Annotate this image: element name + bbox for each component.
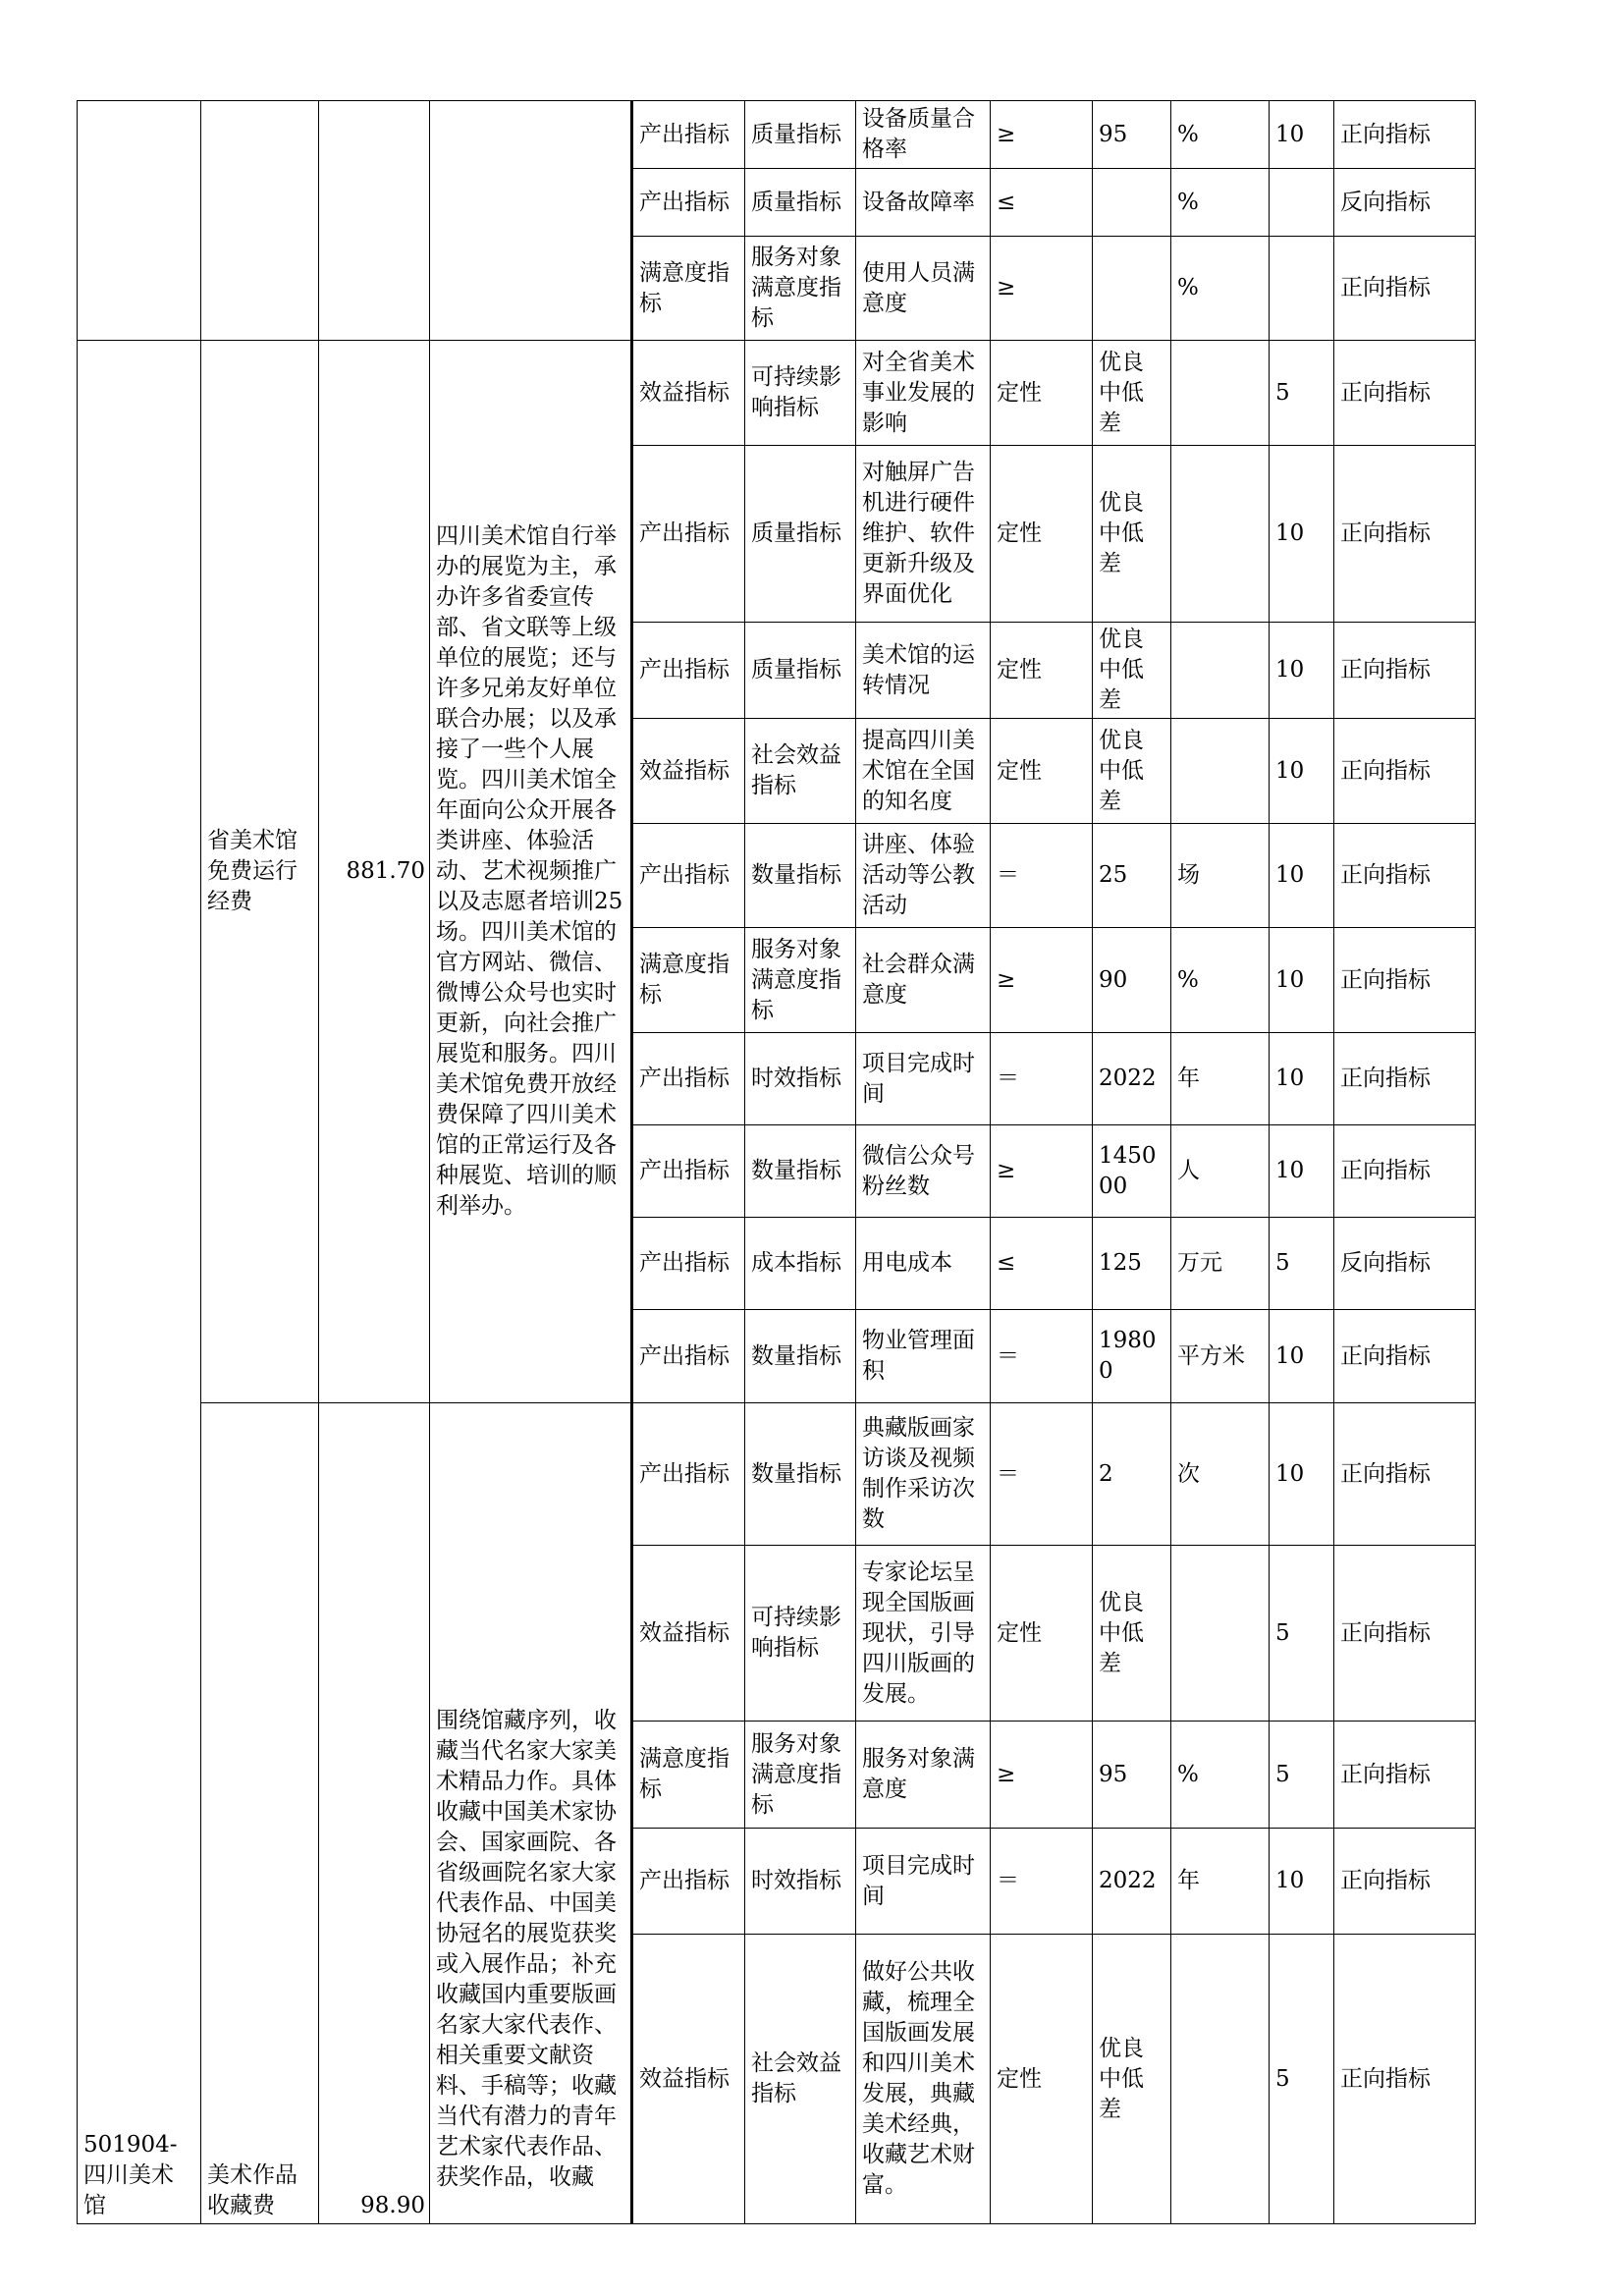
indicator-level2-cell: 数量指标: [745, 824, 856, 928]
project-description-cell: 四川美术馆自行举办的展览为主，承办许多省委宣传部、省文联等上级单位的展览；还与许多兄弟友好单位联合办展；以及承接了一些个人展览。四川美术馆全年面向公众开展各类讲座、体验活动、艺术视频推广以及志愿者培训25场。四川美术馆的官方网站、微信、微博公众号也实时更新，向社会推广展览和服务。四川美术馆免费开放经费保障了四川美术馆的正常运行及各种展览、培训的顺利举办。: [430, 341, 632, 1403]
performance-indicator-table: [77, 100, 1476, 2224]
indicator-level3-cell: 对全省美术事业发展的影响: [856, 341, 991, 446]
indicator-level2-cell: 服务对象满意度指标: [745, 1722, 856, 1829]
indicator-direction-cell: 正向指标: [1334, 1722, 1476, 1829]
indicator-direction-cell: 反向指标: [1334, 169, 1476, 237]
indicator-direction-cell: 正向指标: [1334, 1033, 1476, 1125]
project-name-cell: [201, 101, 319, 341]
indicator-operator-cell: 定性: [991, 446, 1093, 623]
indicator-operator-cell: 定性: [991, 719, 1093, 824]
indicator-level1-cell: 产出指标: [632, 1310, 745, 1403]
indicator-operator-cell: 定性: [991, 1935, 1093, 2224]
indicator-level1-cell: 满意度指标: [632, 928, 745, 1033]
indicator-level1-cell: 效益指标: [632, 1546, 745, 1722]
indicator-level2-cell: 可持续影响指标: [745, 341, 856, 446]
indicator-direction-cell: 正向指标: [1334, 341, 1476, 446]
indicator-unit-cell: [1171, 1546, 1270, 1722]
indicator-level1-cell: 满意度指标: [632, 1722, 745, 1829]
indicator-unit-cell: 万元: [1171, 1218, 1270, 1310]
indicator-level2-cell: 数量指标: [745, 1125, 856, 1218]
indicator-weight-cell: 10: [1270, 824, 1334, 928]
indicator-value-cell: 优良中低差: [1093, 719, 1171, 824]
indicator-level3-cell: 提高四川美术馆在全国的知名度: [856, 719, 991, 824]
indicator-level3-cell: 物业管理面积: [856, 1310, 991, 1403]
indicator-direction-cell: 正向指标: [1334, 1935, 1476, 2224]
indicator-unit-cell: 场: [1171, 824, 1270, 928]
indicator-value-cell: 优良中低差: [1093, 1546, 1171, 1722]
indicator-operator-cell: 定性: [991, 1546, 1093, 1722]
indicator-unit-cell: 次: [1171, 1403, 1270, 1546]
indicator-value-cell: 25: [1093, 824, 1171, 928]
indicator-weight-cell: 10: [1270, 623, 1334, 719]
indicator-weight-cell: 5: [1270, 1546, 1334, 1722]
indicator-weight-cell: 10: [1270, 928, 1334, 1033]
indicator-level3-cell: 服务对象满意度: [856, 1722, 991, 1829]
indicator-weight-cell: 5: [1270, 1722, 1334, 1829]
indicator-direction-cell: 正向指标: [1334, 1125, 1476, 1218]
indicator-operator-cell: 定性: [991, 341, 1093, 446]
indicator-direction-cell: 正向指标: [1334, 824, 1476, 928]
indicator-level2-cell: 可持续影响指标: [745, 1546, 856, 1722]
indicator-value-cell: 95: [1093, 101, 1171, 169]
indicator-unit-cell: %: [1171, 237, 1270, 341]
indicator-value-cell: 145000: [1093, 1125, 1171, 1218]
indicator-level3-cell: 项目完成时间: [856, 1033, 991, 1125]
indicator-direction-cell: 反向指标: [1334, 1218, 1476, 1310]
indicator-value-cell: 95: [1093, 1722, 1171, 1829]
indicator-direction-cell: 正向指标: [1334, 446, 1476, 623]
indicator-level3-cell: 微信公众号粉丝数: [856, 1125, 991, 1218]
indicator-value-cell: 优良中低差: [1093, 623, 1171, 719]
indicator-level1-cell: 满意度指标: [632, 237, 745, 341]
indicator-level2-cell: 社会效益指标: [745, 1935, 856, 2224]
table-row: [78, 1403, 1476, 1546]
indicator-operator-cell: ≤: [991, 1218, 1093, 1310]
indicator-direction-cell: 正向指标: [1334, 623, 1476, 719]
indicator-value-cell: [1093, 169, 1171, 237]
indicator-level1-cell: 产出指标: [632, 623, 745, 719]
indicator-level3-cell: 典藏版画家访谈及视频制作采访次数: [856, 1403, 991, 1546]
unit-code-cell: [78, 101, 201, 341]
indicator-level3-cell: 讲座、体验活动等公教活动: [856, 824, 991, 928]
indicator-level1-cell: 效益指标: [632, 1935, 745, 2224]
indicator-level2-cell: 服务对象满意度指标: [745, 237, 856, 341]
indicator-value-cell: 19800: [1093, 1310, 1171, 1403]
indicator-level2-cell: 数量指标: [745, 1310, 856, 1403]
indicator-weight-cell: 10: [1270, 719, 1334, 824]
indicator-weight-cell: 10: [1270, 446, 1334, 623]
indicator-level1-cell: 产出指标: [632, 446, 745, 623]
indicator-level2-cell: 社会效益指标: [745, 719, 856, 824]
indicator-value-cell: 90: [1093, 928, 1171, 1033]
indicator-level3-cell: 做好公共收藏，梳理全国版画发展和四川美术发展，典藏美术经典，收藏艺术财富。: [856, 1935, 991, 2224]
indicator-unit-cell: %: [1171, 101, 1270, 169]
project-amount-cell: 98.90: [319, 1403, 430, 2224]
indicator-unit-cell: 人: [1171, 1125, 1270, 1218]
indicator-value-cell: [1093, 237, 1171, 341]
project-name-cell: 美术作品收藏费: [201, 1403, 319, 2224]
indicator-level3-cell: 专家论坛呈现全国版画现状，引导四川版画的发展。: [856, 1546, 991, 1722]
indicator-operator-cell: ＝: [991, 1829, 1093, 1935]
indicator-unit-cell: 年: [1171, 1829, 1270, 1935]
indicator-weight-cell: [1270, 237, 1334, 341]
indicator-unit-cell: [1171, 446, 1270, 623]
project-description-text: 围绕馆藏序列，收藏当代名家大家美术精品力作。具体收藏中国美术家协会、国家画院、各省级画院名家大家代表作品、中国美协冠名的展览获奖或入展作品；补充收藏国内重要版画名家大家代表作、相关重要文献资料、手稿等；收藏当代有潜力的青年艺术家代表作品、获奖作品，收藏: [436, 1708, 617, 2190]
indicator-weight-cell: 10: [1270, 1403, 1334, 1546]
table-row: [78, 101, 1476, 169]
indicator-level2-cell: 质量指标: [745, 169, 856, 237]
indicator-operator-cell: ＝: [991, 1033, 1093, 1125]
indicator-level2-cell: 时效指标: [745, 1033, 856, 1125]
indicator-value-cell: 2022: [1093, 1033, 1171, 1125]
indicator-level1-cell: 产出指标: [632, 1125, 745, 1218]
project-description-cell: [430, 1403, 632, 2224]
indicator-direction-cell: 正向指标: [1334, 1403, 1476, 1546]
indicator-level3-cell: 设备质量合格率: [856, 101, 991, 169]
indicator-level3-cell: 对触屏广告机进行硬件维护、软件更新升级及界面优化: [856, 446, 991, 623]
indicator-level2-cell: 时效指标: [745, 1829, 856, 1935]
indicator-direction-cell: 正向指标: [1334, 1829, 1476, 1935]
indicator-value-cell: 2022: [1093, 1829, 1171, 1935]
indicator-direction-cell: 正向指标: [1334, 237, 1476, 341]
indicator-weight-cell: 5: [1270, 1218, 1334, 1310]
table-row: [78, 341, 1476, 446]
indicator-direction-cell: 正向指标: [1334, 928, 1476, 1033]
indicator-unit-cell: [1171, 719, 1270, 824]
indicator-unit-cell: 平方米: [1171, 1310, 1270, 1403]
indicator-level2-cell: 质量指标: [745, 101, 856, 169]
indicator-level1-cell: 产出指标: [632, 1403, 745, 1546]
indicator-weight-cell: 5: [1270, 1935, 1334, 2224]
indicator-level3-cell: 用电成本: [856, 1218, 991, 1310]
project-description-cell: [430, 101, 632, 341]
indicator-operator-cell: ≥: [991, 1125, 1093, 1218]
indicator-level1-cell: 效益指标: [632, 341, 745, 446]
indicator-weight-cell: 10: [1270, 101, 1334, 169]
indicator-level3-cell: 美术馆的运转情况: [856, 623, 991, 719]
indicator-level1-cell: 产出指标: [632, 824, 745, 928]
indicator-direction-cell: 正向指标: [1334, 719, 1476, 824]
indicator-weight-cell: 10: [1270, 1310, 1334, 1403]
indicator-weight-cell: 10: [1270, 1829, 1334, 1935]
indicator-unit-cell: %: [1171, 169, 1270, 237]
project-amount-cell: [319, 101, 430, 341]
indicator-level2-cell: 质量指标: [745, 623, 856, 719]
indicator-level2-cell: 质量指标: [745, 446, 856, 623]
indicator-level1-cell: 效益指标: [632, 719, 745, 824]
indicator-operator-cell: ≥: [991, 237, 1093, 341]
indicator-weight-cell: 10: [1270, 1125, 1334, 1218]
indicator-operator-cell: ＝: [991, 1310, 1093, 1403]
indicator-value-cell: 125: [1093, 1218, 1171, 1310]
project-name-cell: 省美术馆免费运行经费: [201, 341, 319, 1403]
indicator-level1-cell: 产出指标: [632, 1218, 745, 1310]
indicator-direction-cell: 正向指标: [1334, 101, 1476, 169]
indicator-weight-cell: 10: [1270, 1033, 1334, 1125]
indicator-level2-cell: 成本指标: [745, 1218, 856, 1310]
project-amount-cell: 881.70: [319, 341, 430, 1403]
indicator-level1-cell: 产出指标: [632, 1829, 745, 1935]
indicator-unit-cell: [1171, 341, 1270, 446]
indicator-unit-cell: %: [1171, 1722, 1270, 1829]
indicator-level1-cell: 产出指标: [632, 101, 745, 169]
indicator-level3-cell: 项目完成时间: [856, 1829, 991, 1935]
indicator-value-cell: 优良中低差: [1093, 341, 1171, 446]
indicator-direction-cell: 正向指标: [1334, 1310, 1476, 1403]
indicator-level1-cell: 产出指标: [632, 169, 745, 237]
unit-code-cell: 501904-四川美术馆: [78, 341, 201, 2224]
indicator-unit-cell: %: [1171, 928, 1270, 1033]
indicator-operator-cell: ≤: [991, 169, 1093, 237]
indicator-level2-cell: 数量指标: [745, 1403, 856, 1546]
indicator-operator-cell: ≥: [991, 1722, 1093, 1829]
indicator-unit-cell: 年: [1171, 1033, 1270, 1125]
indicator-level3-cell: 社会群众满意度: [856, 928, 991, 1033]
indicator-level3-cell: 设备故障率: [856, 169, 991, 237]
indicator-value-cell: 优良中低差: [1093, 1935, 1171, 2224]
indicator-value-cell: 2: [1093, 1403, 1171, 1546]
indicator-weight-cell: 5: [1270, 341, 1334, 446]
indicator-operator-cell: ＝: [991, 824, 1093, 928]
indicator-level2-cell: 服务对象满意度指标: [745, 928, 856, 1033]
indicator-direction-cell: 正向指标: [1334, 1546, 1476, 1722]
indicator-operator-cell: ＝: [991, 1403, 1093, 1546]
indicator-operator-cell: 定性: [991, 623, 1093, 719]
indicator-value-cell: 优良中低差: [1093, 446, 1171, 623]
indicator-unit-cell: [1171, 623, 1270, 719]
indicator-weight-cell: [1270, 169, 1334, 237]
indicator-operator-cell: ≥: [991, 101, 1093, 169]
indicator-level1-cell: 产出指标: [632, 1033, 745, 1125]
indicator-level3-cell: 使用人员满意度: [856, 237, 991, 341]
indicator-unit-cell: [1171, 1935, 1270, 2224]
indicator-operator-cell: ≥: [991, 928, 1093, 1033]
